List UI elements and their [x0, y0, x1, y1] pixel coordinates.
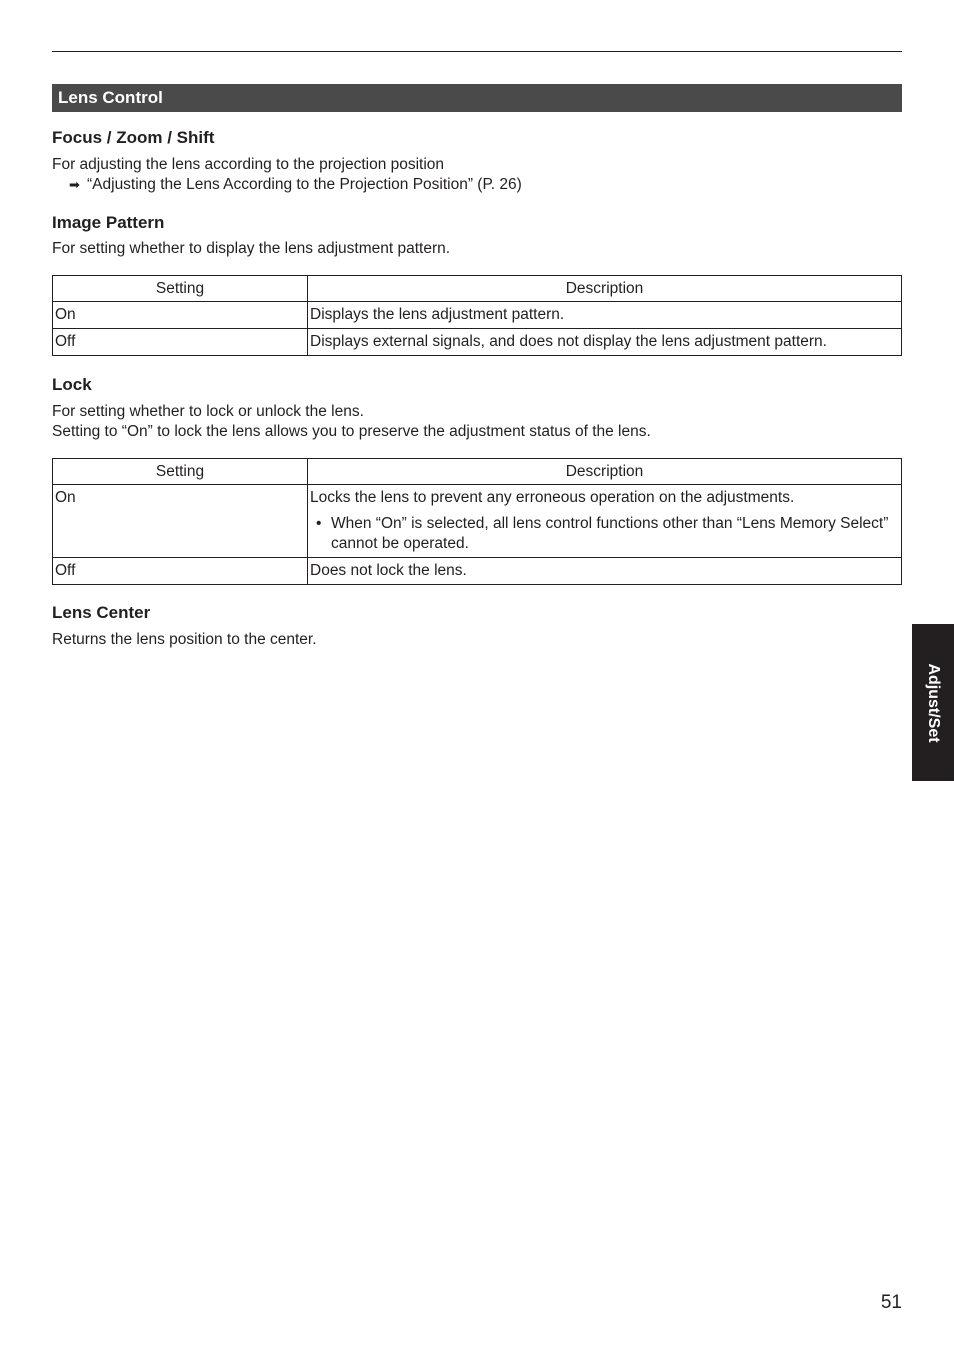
table-header-setting: Setting — [53, 459, 308, 485]
arrow-right-icon: ➡ — [69, 177, 80, 192]
table-cell-description: Displays the lens adjustment pattern. — [308, 302, 902, 329]
table-cell-setting: Off — [53, 329, 308, 356]
table-header-description: Description — [308, 276, 902, 302]
table-row — [53, 485, 902, 558]
focus-reference — [69, 175, 522, 195]
table-cell-description: Does not lock the lens. — [308, 558, 902, 585]
page-number: 51 — [880, 1292, 902, 1313]
side-tab[interactable] — [912, 624, 954, 781]
lens-center-text: Returns the lens position to the center. — [52, 631, 317, 648]
focus-reference-link[interactable]: “Adjusting the Lens According to the Projection Position” (P. 26) — [87, 176, 522, 193]
focus-heading: Focus / Zoom / Shift — [52, 128, 215, 147]
note-bullet — [310, 514, 899, 554]
table-header-row — [53, 459, 902, 485]
description-text: Locks the lens to prevent any erroneous operation on the adjustments. — [310, 489, 795, 506]
lock-heading: Lock — [52, 375, 92, 394]
table-cell-description: Displays external signals, and does not display the lens adjustment pattern. — [308, 329, 902, 356]
table-header-setting: Setting — [53, 276, 308, 302]
image-pattern-text: For setting whether to display the lens adjustment pattern. — [52, 240, 451, 257]
table-cell-description — [308, 485, 902, 558]
table-row — [53, 302, 902, 329]
image-pattern-table — [52, 275, 902, 356]
note-text: When “On” is selected, all lens control functions other than “Lens Memory Select” cannot be operated. — [331, 515, 889, 552]
table-cell-setting: On — [53, 302, 308, 329]
table-cell-setting: Off — [53, 558, 308, 585]
bullet-icon: • — [316, 515, 322, 532]
image-pattern-heading: Image Pattern — [52, 213, 165, 232]
lock-text-2: Setting to “On” to lock the lens allows you to preserve the adjustment status of the lens. — [52, 423, 651, 440]
section-title: Lens Control — [52, 84, 902, 112]
table-header-description: Description — [308, 459, 902, 485]
lock-table — [52, 458, 902, 585]
table-row — [53, 329, 902, 356]
lock-text-1: For setting whether to lock or unlock the lens. — [52, 403, 364, 420]
table-cell-setting: On — [53, 485, 308, 558]
focus-text: For adjusting the lens according to the projection position — [52, 156, 445, 173]
table-row — [53, 558, 902, 585]
top-rule — [52, 51, 902, 52]
side-tab-label: Adjust/Set — [925, 662, 942, 743]
lens-center-heading: Lens Center — [52, 603, 151, 622]
table-header-row — [53, 276, 902, 302]
